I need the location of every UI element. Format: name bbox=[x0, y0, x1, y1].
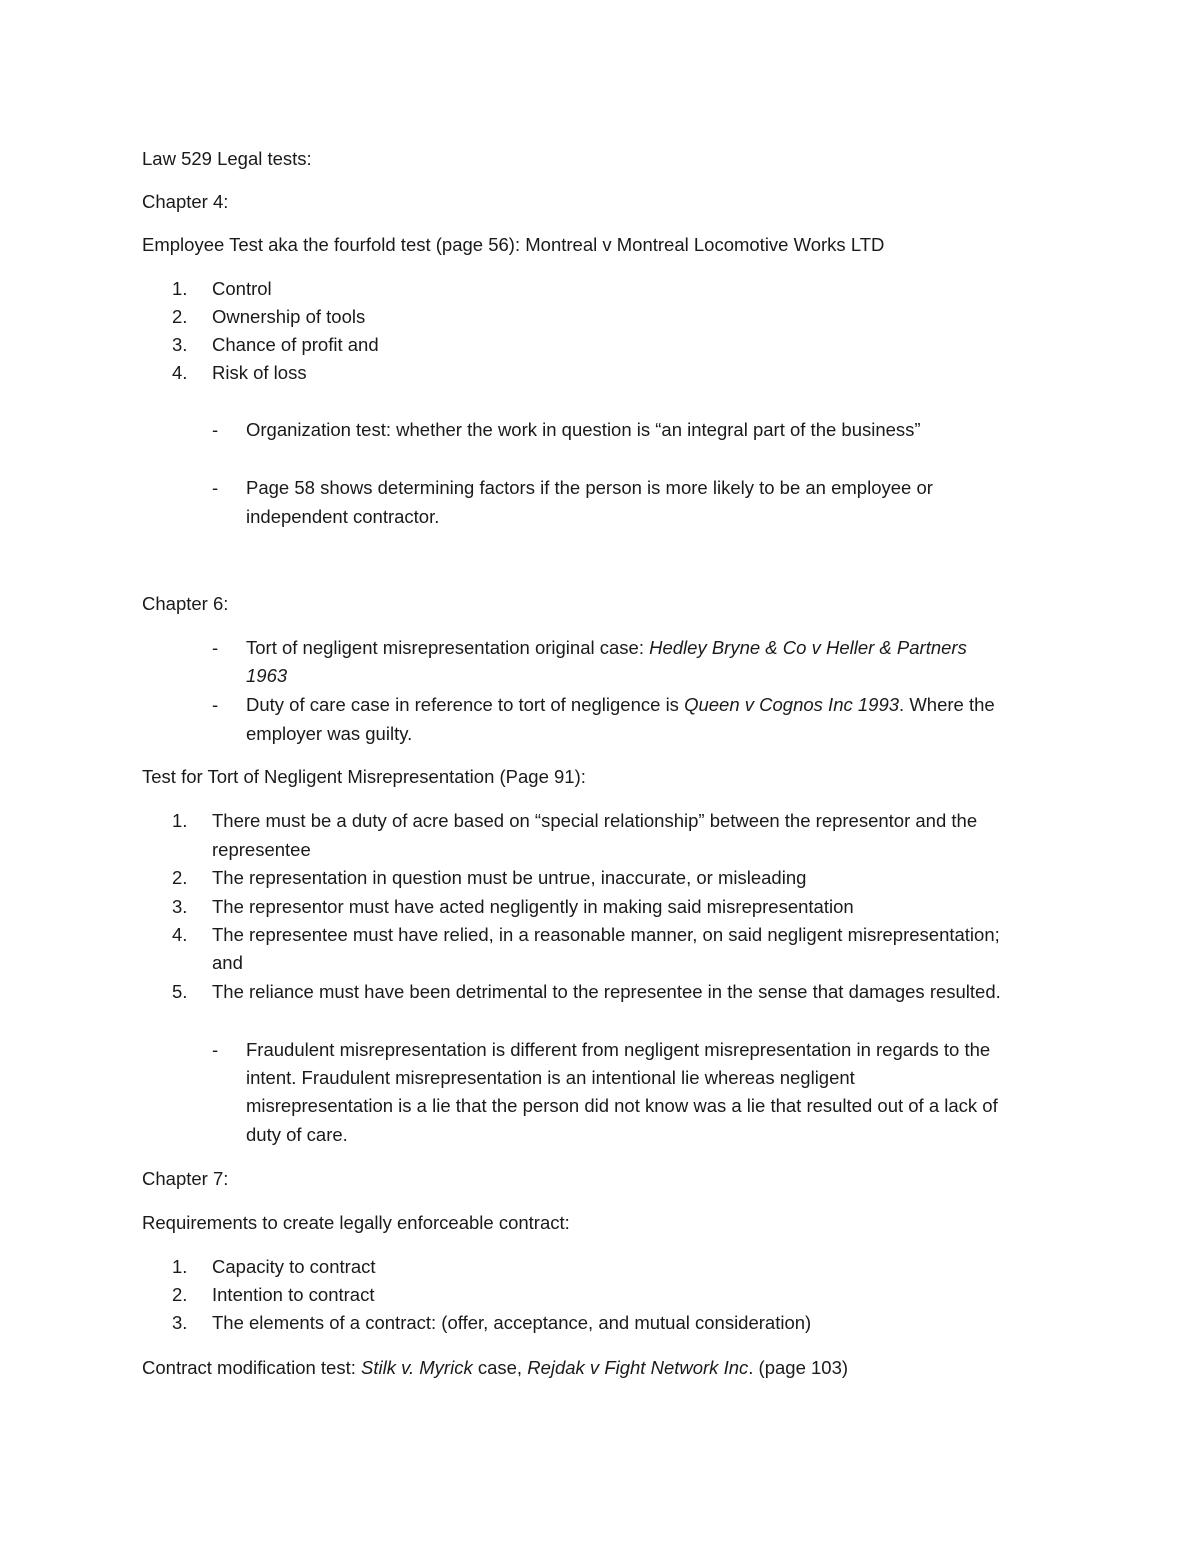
fraud-note-line: misrepresentation is a lie that the person did not know was a lie that resulted out of a lack of bbox=[246, 1095, 998, 1116]
list-number: 3. bbox=[172, 334, 188, 355]
list-item: Chance of profit and bbox=[212, 334, 379, 355]
bullet-dash: - bbox=[212, 637, 219, 658]
case-name: Hedley Bryne & Co v Heller & Partners bbox=[649, 637, 967, 658]
list-item: Intention to contract bbox=[212, 1284, 375, 1305]
text: . (page 103) bbox=[748, 1357, 849, 1378]
organization-test-note: Organization test: whether the work in question is “an integral part of the business” bbox=[246, 419, 921, 440]
chapter-4-heading: Chapter 4: bbox=[142, 191, 229, 212]
case-name: Stilk v. Myrick bbox=[361, 1357, 473, 1378]
list-item: The elements of a contract: (offer, acceptance, and mutual consideration) bbox=[212, 1312, 812, 1333]
list-number: 2. bbox=[172, 867, 188, 888]
case-name: Rejdak v Fight Network Inc bbox=[527, 1357, 749, 1378]
bullet-dash: - bbox=[212, 1039, 219, 1060]
text: . Where the bbox=[899, 694, 995, 715]
list-item-cont: representee bbox=[212, 839, 311, 860]
list-number: 4. bbox=[172, 924, 188, 945]
negligent-misrep-case-line bbox=[246, 636, 967, 660]
text: case, bbox=[472, 1357, 528, 1378]
page-58-note-cont: independent contractor. bbox=[246, 506, 440, 527]
case-name: Queen v Cognos Inc 1993 bbox=[684, 694, 900, 715]
list-number: 1. bbox=[172, 1256, 188, 1277]
list-item-cont: and bbox=[212, 952, 243, 973]
list-number: 2. bbox=[172, 1284, 188, 1305]
chapter-6-heading: Chapter 6: bbox=[142, 593, 229, 614]
list-number: 1. bbox=[172, 810, 188, 831]
list-item: The representee must have relied, in a reasonable manner, on said negligent misrepresentation; bbox=[212, 924, 1000, 945]
list-item: The representor must have acted negligently in making said misrepresentation bbox=[212, 896, 854, 917]
fraud-note-line: intent. Fraudulent misrepresentation is an intentional lie whereas negligent bbox=[246, 1067, 855, 1088]
duty-of-care-line bbox=[246, 693, 995, 717]
list-item: Risk of loss bbox=[212, 362, 307, 383]
fraud-note-line: Fraudulent misrepresentation is different from negligent misrepresentation in regards to the bbox=[246, 1039, 991, 1060]
list-number: 1. bbox=[172, 278, 188, 299]
bullet-dash: - bbox=[212, 419, 219, 440]
bullet-dash: - bbox=[212, 477, 219, 498]
list-number: 5. bbox=[172, 981, 188, 1002]
list-item: Capacity to contract bbox=[212, 1256, 376, 1277]
employee-test-line: Employee Test aka the fourfold test (page 56): Montreal v Montreal Locomotive Works LTD bbox=[142, 234, 885, 255]
text: Tort of negligent misrepresentation original case: bbox=[246, 637, 650, 658]
list-number: 2. bbox=[172, 306, 188, 327]
page-58-note: Page 58 shows determining factors if the person is more likely to be an employee or bbox=[246, 477, 933, 498]
case-year bbox=[246, 664, 287, 688]
list-item: The representation in question must be untrue, inaccurate, or misleading bbox=[212, 867, 807, 888]
case-year-text: 1963 bbox=[246, 665, 288, 686]
chapter-7-heading: Chapter 7: bbox=[142, 1168, 229, 1189]
list-item: Control bbox=[212, 278, 272, 299]
text: Contract modification test: bbox=[142, 1357, 362, 1378]
list-item: There must be a duty of acre based on “special relationship” between the representor and the bbox=[212, 810, 978, 831]
duty-of-care-line-cont: employer was guilty. bbox=[246, 723, 413, 744]
list-number: 3. bbox=[172, 896, 188, 917]
list-item: Ownership of tools bbox=[212, 306, 366, 327]
text: Duty of care case in reference to tort of negligence is bbox=[246, 694, 685, 715]
bullet-dash: - bbox=[212, 694, 219, 715]
list-item: The reliance must have been detrimental to the representee in the sense that damages resulted. bbox=[212, 981, 1001, 1002]
fraud-note-line: duty of care. bbox=[246, 1124, 348, 1145]
contract-modification-line bbox=[142, 1356, 848, 1380]
tort-test-heading: Test for Tort of Negligent Misrepresentation (Page 91): bbox=[142, 766, 586, 787]
document-title: Law 529 Legal tests: bbox=[142, 148, 312, 169]
requirements-heading: Requirements to create legally enforceable contract: bbox=[142, 1212, 570, 1233]
list-number: 3. bbox=[172, 1312, 188, 1333]
list-number: 4. bbox=[172, 362, 188, 383]
